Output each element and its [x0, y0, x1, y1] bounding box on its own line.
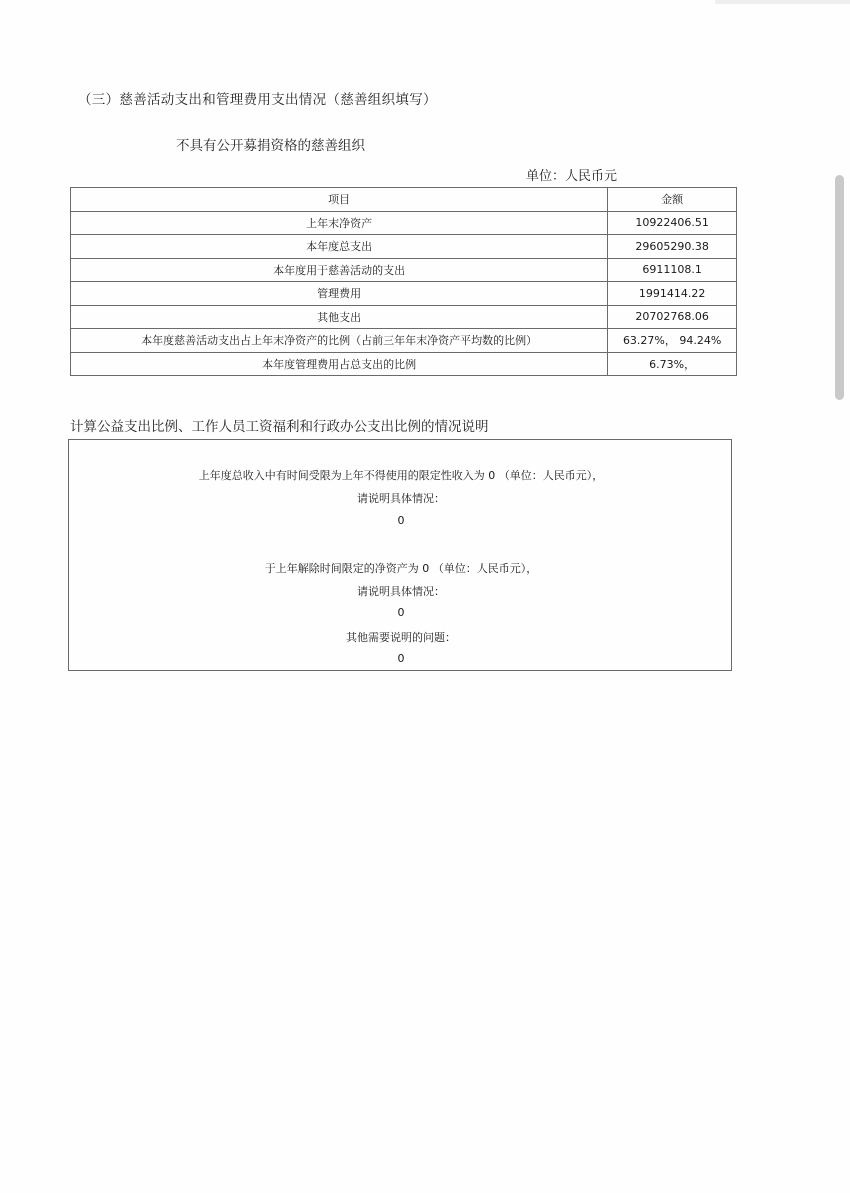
- row-amount-cell: 29605290.38: [608, 235, 737, 259]
- row-item-cell: 管理费用: [71, 282, 608, 306]
- row-amount-cell: 63.27%， 94.24%: [608, 329, 737, 353]
- other-issues-value: 0: [397, 652, 405, 665]
- explain-value: 0: [397, 514, 405, 527]
- page-edge-mark: [715, 0, 850, 4]
- row-item-cell: 本年度用于慈善活动的支出: [71, 258, 608, 282]
- table-row: [71, 329, 737, 353]
- row-amount-cell: 6.73%，: [608, 352, 737, 376]
- released-assets-statement: 于上年解除时间限定的净资产为 0 （单位：人民币元），: [264, 562, 538, 575]
- row-item-cell: 其他支出: [71, 305, 608, 329]
- explain-prompt: 请说明具体情况：: [357, 585, 445, 598]
- table-row: [71, 211, 737, 235]
- section-title: （三）慈善活动支出和管理费用支出情况（慈善组织填写）: [78, 92, 437, 108]
- explanation-box: [68, 439, 732, 671]
- explanation-title: 计算公益支出比例、工作人员工资福利和行政办公支出比例的情况说明: [70, 419, 489, 435]
- currency-unit-label: 单位：人民币元: [526, 169, 618, 184]
- row-item-cell: 上年末净资产: [71, 211, 608, 235]
- organization-type-heading: 不具有公开募捐资格的慈善组织: [176, 138, 365, 154]
- table-row: [71, 305, 737, 329]
- column-header-item: 项目: [71, 188, 608, 212]
- explain-value: 0: [397, 606, 405, 619]
- table-header-row: [71, 188, 737, 212]
- explain-prompt: 请说明具体情况：: [357, 492, 445, 505]
- row-amount-cell: 10922406.51: [608, 211, 737, 235]
- row-amount-cell: 6911108.1: [608, 258, 737, 282]
- row-item-cell: 本年度管理费用占总支出的比例: [71, 352, 608, 376]
- row-amount-cell: 1991414.22: [608, 282, 737, 306]
- restricted-income-statement: 上年度总收入中有时间受限为上年不得使用的限定性收入为 0 （单位：人民币元），: [198, 469, 604, 482]
- table-row: [71, 235, 737, 259]
- table-row: [71, 258, 737, 282]
- other-issues-prompt: 其他需要说明的问题：: [346, 631, 456, 644]
- row-item-cell: 本年度慈善活动支出占上年末净资产的比例（占前三年年末净资产平均数的比例）: [71, 329, 608, 353]
- table-row: [71, 352, 737, 376]
- table-row: [71, 282, 737, 306]
- row-amount-cell: 20702768.06: [608, 305, 737, 329]
- expense-table: [70, 187, 737, 376]
- column-header-amount: 金额: [608, 188, 737, 212]
- row-item-cell: 本年度总支出: [71, 235, 608, 259]
- vertical-scrollbar[interactable]: [835, 175, 844, 400]
